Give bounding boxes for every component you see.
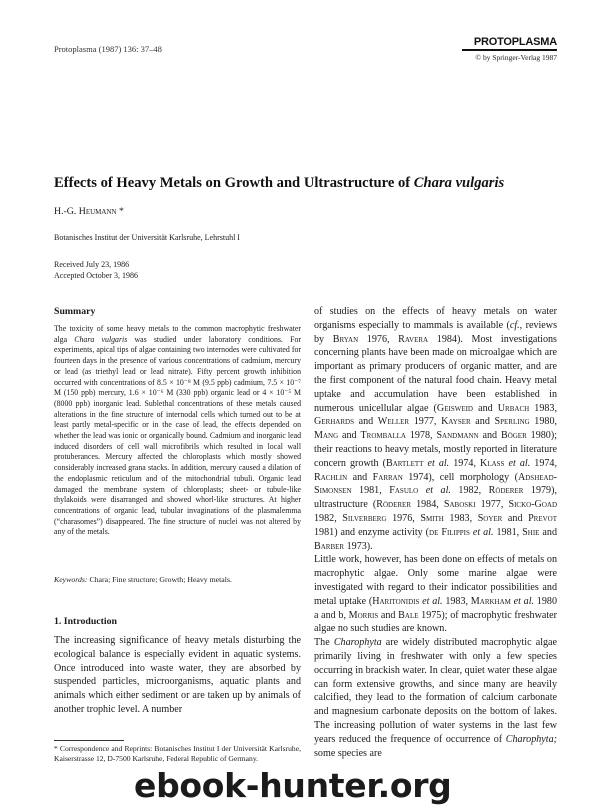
et-al: et al. xyxy=(419,595,443,607)
copyright: © by Springer-Verlag 1987 xyxy=(475,52,557,62)
citation-author: Sicko-Goad xyxy=(508,499,558,511)
text-run: 1981) and enzyme activity ( xyxy=(314,526,430,538)
summary-text-2: was studied under laboratory conditions. For experiments, apical tips of algae containing two internodes were cultivated for fourteen days in the presence of various concentrations of cadmium, mercury or lead (as triethyl lead or lead nitrate). Fifty percent growth inhibition occurred with concentrations of 8.5 × 10⁻⁸ M (9.5 ppb) cadmium, 7.5 × 10⁻⁷ M (150 ppb) mercury, 1.6 × 10⁻⁶ M (330 ppb) organic lead or 4 × 10⁻⁵ M (8000 ppb) inorganic lead. Sublethal concentrations of these metals caused alterations in the fine structure of internodal cells which turned out to be at least partly metal-specific or in the case of lead, the effects depended on whether the lead was ionic or organically bound. Cadmium and inorganic lead induced disorders of cell wall microfibrils which resulted in local wall protuberances. Mercury affected the chloroplasts which mostly showed considerably increased grana stacks. In addition, mercury caused a dilation of the endoplasmic reticulum and of the mitochondrial tubuli. Organic lead damaged the membrane system of chloroplasts; sheet- or tubule-like thylakoids were disarranged and showed whorl-like structures. At higher concentrations of organic lead, tubular invaginations of the plasmalemma (“charasomes”) disappeared. The fine structure of nuclei was not altered by any of the metals. xyxy=(54,334,301,537)
summary-text-1: The toxicity of some heavy metals to the common macrophytic freshwater alga xyxy=(54,324,301,344)
text-run: are widely distributed macrophytic algae primarily living in freshwater with only a few species occurring in brackish water. In clear, quiet water these algae can form extensive growths, and since many are heavily calcified, they lead to the formation of calcium carbonate and magnesium carbonate deposits on the bottom of lakes. The increasing pollution of water systems in the last few years reduced the frequence of occurrence of xyxy=(314,637,558,745)
summary-species: Chara vulgaris xyxy=(74,334,128,344)
citation-author: Kayser xyxy=(441,416,471,428)
text-run: cf. xyxy=(509,319,520,331)
text-run: and xyxy=(347,471,373,483)
paragraph-3 xyxy=(314,636,557,760)
citation-author: Klass xyxy=(480,457,505,469)
text-run: 1978, xyxy=(405,430,437,442)
keywords xyxy=(54,575,301,584)
citation-author: Prevot xyxy=(528,512,558,524)
text-run: 1977, xyxy=(409,416,442,428)
footnote-rule xyxy=(54,740,124,741)
brand-rule xyxy=(462,49,557,51)
keywords-label: Keywords: xyxy=(54,575,88,584)
text-run: 1981, xyxy=(351,485,390,497)
citation-author: Mang xyxy=(314,430,339,442)
text-run: and xyxy=(338,430,361,442)
text-run: 1983, xyxy=(442,595,471,607)
citation-author: Fasulo xyxy=(389,485,419,497)
summary-heading: Summary xyxy=(54,306,96,317)
text-run: The xyxy=(314,637,334,649)
et-al: et al. xyxy=(418,485,451,497)
citation-author: Sperling xyxy=(494,416,530,428)
text-run: and xyxy=(353,416,378,428)
citation-author: Sandmann xyxy=(436,430,479,442)
citation-author: Rachlin xyxy=(314,471,348,483)
right-column-text xyxy=(314,305,557,760)
citation-author: Geisweid xyxy=(436,402,473,414)
text-run: and xyxy=(478,430,501,442)
citation-author: Bryan xyxy=(332,333,359,345)
introduction-text: The increasing significance of heavy metals disturbing the ecological balance is especially evident in aquatic systems. Once introduced into waste water, they are absorbed by suspended particles, microorganisms, aquatic plants and animals which either sediment or are taken up by animals of another trophic level. A number xyxy=(54,635,301,715)
citation-author: Haritonidis xyxy=(372,595,420,607)
text-run: 1974, xyxy=(449,457,481,469)
text-run: , reviews by xyxy=(314,319,557,345)
introduction-heading: 1. Introduction xyxy=(54,616,117,627)
text-run: 1976, xyxy=(358,333,399,345)
et-al: et al. xyxy=(423,457,450,469)
text-run: 1982, xyxy=(450,485,489,497)
text-run: 1975); of macrophytic freshwater algae no such studies are known. xyxy=(314,609,557,635)
summary-text xyxy=(54,324,301,538)
journal-reference: Protoplasma (1987) 136: 37–48 xyxy=(54,44,162,54)
author xyxy=(54,206,124,217)
citation-author: Urbach xyxy=(497,402,530,414)
citation-author: Shie xyxy=(522,526,540,538)
author-mark: * xyxy=(116,206,124,217)
text-run: 1976, xyxy=(386,512,421,524)
citation-author: Röderer xyxy=(488,485,524,497)
text-run: and xyxy=(378,609,399,621)
text-run: and xyxy=(472,402,498,414)
text-run: 1984). Most investigations concerning plants have been made on microalgae which are important as primary producers of organic matter, and are the first component of the natural food chain. Heavy metal uptake and accumulation have been established in numerous unicellular algae ( xyxy=(314,333,557,414)
text-run: 1980 a and b, xyxy=(314,595,557,621)
citation-author: Markham xyxy=(470,595,511,607)
text-run: of studies on the effects of heavy metals on water organisms especially to mammals is available ( xyxy=(314,306,557,331)
text-run: 1980, xyxy=(529,416,558,428)
text-run: 1979), ultrastructure ( xyxy=(314,485,557,511)
citation-author: Soyer xyxy=(477,512,503,524)
et-al: et al. xyxy=(504,457,531,469)
taxon: Charophyta; xyxy=(505,733,557,745)
citation-author: Smith xyxy=(420,512,444,524)
journal-name: PROTOPLASMA xyxy=(473,36,557,48)
text-run: and xyxy=(539,526,557,538)
title-main: Effects of Heavy Metals on Growth and Ultrastructure of xyxy=(54,175,414,191)
accepted-date: Accepted October 3, 1986 xyxy=(54,270,138,280)
citation-author: Adshead-Simonsen xyxy=(314,471,557,497)
text-run: 1973). xyxy=(344,540,373,552)
paragraph-1 xyxy=(314,305,557,553)
text-run: 1983, xyxy=(443,512,478,524)
text-run: Little work, however, has been done on effects of metals on macrophytic algae. Only some marine algae were investigated with regard to their indicator possibilities and metal uptake ( xyxy=(314,554,557,607)
paragraph-2 xyxy=(314,553,557,636)
footnote: * Correspondence and Reprints: Botanisches Institut I der Universität Karlsruhe, Kaiserstrasse 12, D-7500 Karlsruhe, Federal Republic of Germany. xyxy=(54,744,301,763)
text-run: 1984, xyxy=(411,499,444,511)
et-al: et al. xyxy=(469,526,494,538)
text-run: 1977, xyxy=(475,499,509,511)
text-run: 1980); their reactions to heavy metals, mostly reported in literature concern growth ( xyxy=(314,430,558,469)
affiliation: Botanisches Institut der Universität Karlsruhe, Lehrstuhl I xyxy=(54,233,240,242)
et-al: et al. xyxy=(510,595,535,607)
citation-author: Morris xyxy=(348,609,379,621)
citation-author: Farran xyxy=(372,471,403,483)
text-run: 1983, xyxy=(529,402,557,414)
citation-author: Tromballa xyxy=(360,430,406,442)
citation-author: Bartlett xyxy=(386,457,424,469)
title-species: Chara vulgaris xyxy=(413,175,505,191)
author-name: H.-G. Heumann xyxy=(54,206,117,217)
article-title xyxy=(54,175,504,192)
citation-author: Gerhards xyxy=(314,416,354,428)
text-run: some species are xyxy=(314,747,382,759)
citation-author: Saboski xyxy=(443,499,476,511)
citation-author: Weller xyxy=(377,416,410,428)
citation-author: Böger xyxy=(500,430,527,442)
watermark: ebook-hunter.org xyxy=(134,766,452,805)
citation-author: Bale xyxy=(398,609,419,621)
text-run: and xyxy=(470,416,495,428)
keywords-text: Chara; Fine structure; Growth; Heavy metals. xyxy=(87,575,232,584)
citation-author: Barber xyxy=(314,540,345,552)
citation-author: de Filippis xyxy=(429,526,470,538)
taxon: Charophyta xyxy=(333,637,382,649)
text-run: 1981, xyxy=(493,526,523,538)
text-run: and xyxy=(502,512,529,524)
text-run: 1982, xyxy=(314,512,343,524)
citation-author: Ravera xyxy=(398,333,429,345)
journal-brand xyxy=(462,36,557,62)
text-run: 1974), cell morphology ( xyxy=(402,471,518,483)
received-date: Received July 23, 1986 xyxy=(54,260,130,269)
text-run: 1974, xyxy=(530,457,557,469)
citation-author: Röderer xyxy=(376,499,411,511)
citation-author: Silverberg xyxy=(342,512,387,524)
dates xyxy=(54,260,138,281)
